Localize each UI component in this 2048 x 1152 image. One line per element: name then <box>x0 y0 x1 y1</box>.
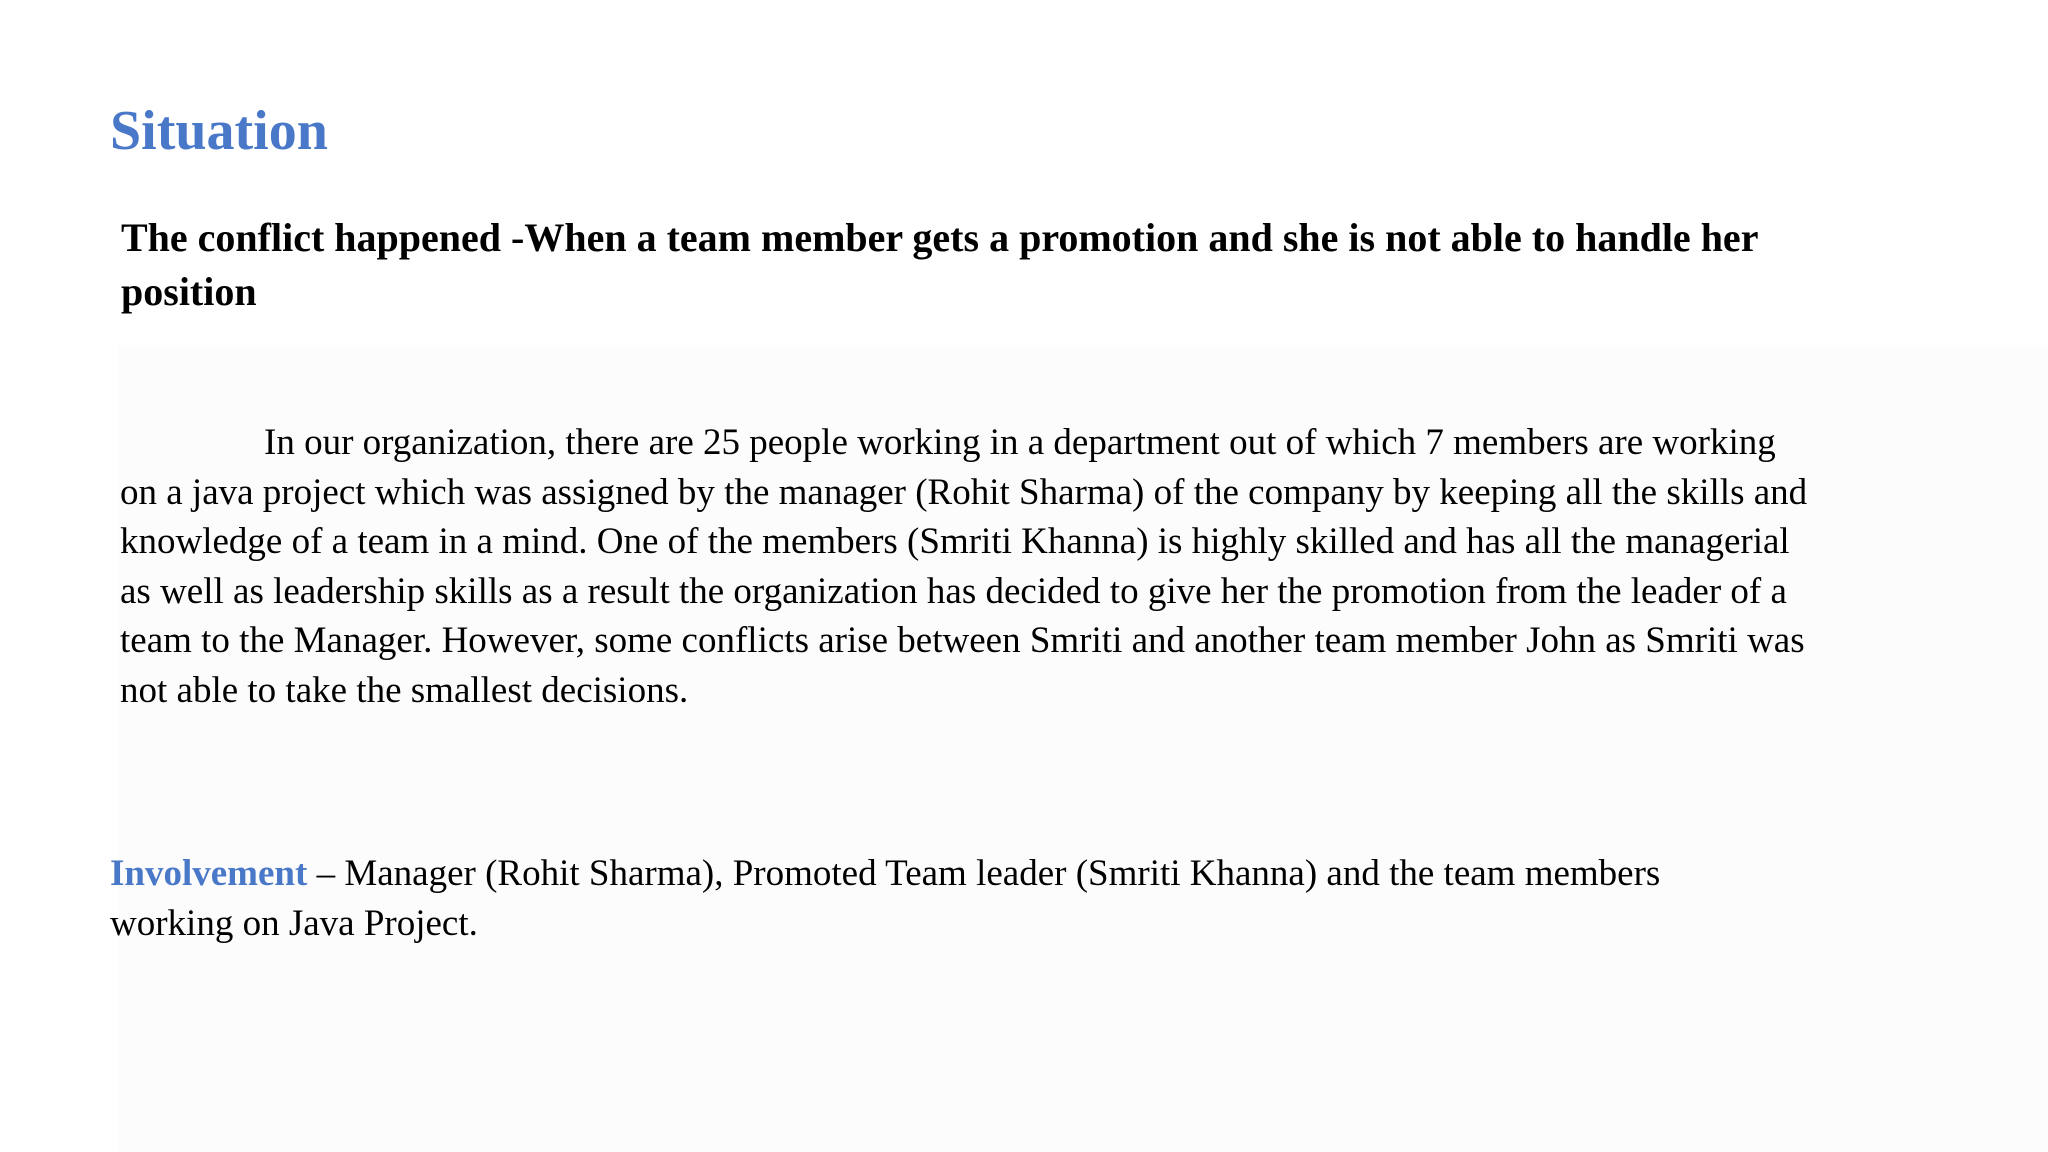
slide-title: Situation <box>110 100 328 162</box>
involvement-paragraph <box>110 849 1790 948</box>
situation-paragraph: In our organization, there are 25 people working in a department out of which 7 members are working on a java project which was assigned by the manager (Rohit Sharma) of the company by keeping all the skills and knowledge of a team in a mind. One of the members (Smriti Khanna) is highly skilled and has all the managerial as well as leadership skills as a result the organization has decided to give her the promotion from the leader of a team to the Manager. However, some conflicts arise between Smriti and another team member John as Smriti was not able to take the smallest decisions. <box>120 422 1808 711</box>
involvement-label: Involvement <box>110 853 308 894</box>
involvement-text: – Manager (Rohit Sharma), Promoted Team leader (Smriti Khanna) and the team members working on Java Project. <box>110 853 1661 944</box>
slide-subtitle: The conflict happened -When a team member gets a promotion and she is not able to handle her position <box>121 215 1758 314</box>
